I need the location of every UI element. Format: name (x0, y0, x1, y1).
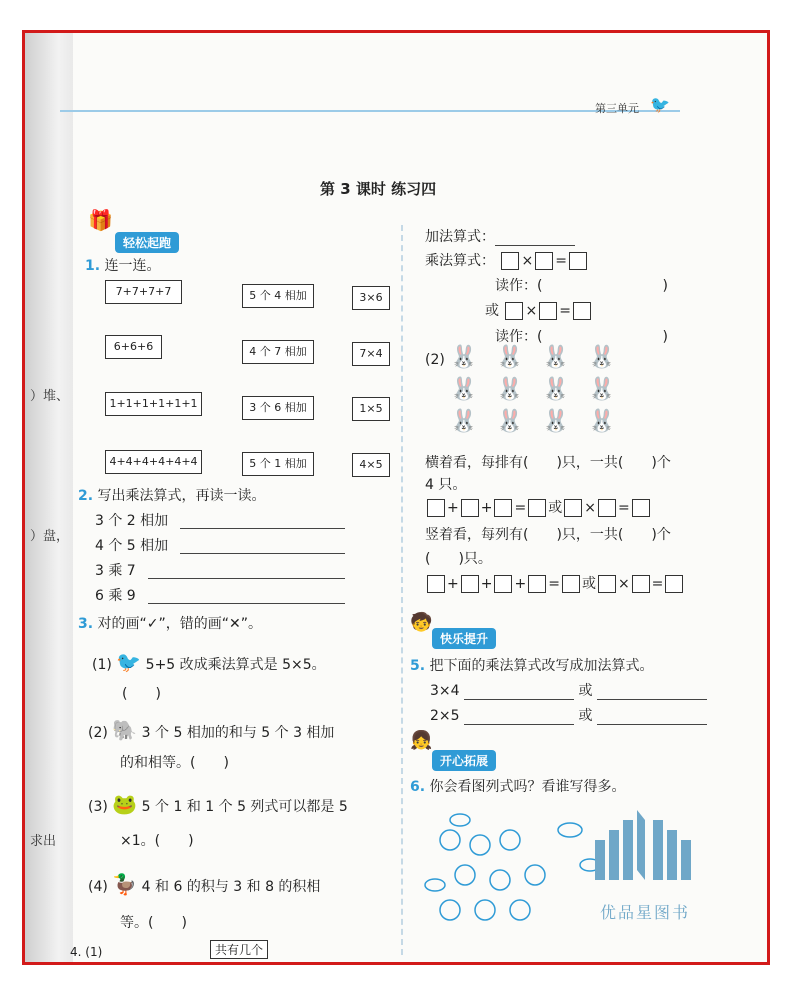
rabbit-icon: 🐰 (450, 409, 478, 434)
rabbit-icon: 🐰 (496, 377, 524, 402)
desc-box[interactable]: 3 个 6 相加 (242, 396, 314, 420)
question-5 (410, 655, 654, 675)
mult-box[interactable]: 3×6 (352, 286, 390, 310)
q2-item: 3 乘 7 (95, 563, 136, 579)
answer-line[interactable] (180, 553, 345, 554)
bird-icon: 🐦 (116, 650, 142, 674)
q2-item: 3 个 2 相加 (95, 513, 169, 529)
mult-box[interactable]: 7×4 (352, 342, 390, 366)
answer-box[interactable] (632, 575, 650, 593)
section-expand: 开心拓展 (432, 750, 496, 771)
expr-box[interactable]: 6+6+6 (105, 335, 162, 359)
answer-paren[interactable]: ( ) (122, 686, 161, 702)
q2-item: 4 个 5 相加 (95, 538, 169, 554)
answer-line[interactable] (148, 578, 345, 579)
rabbit-icon: 🐰 (588, 345, 616, 370)
vertical-eq-row: + + + = 或 × = (425, 573, 685, 593)
elephant-icon: 🐘 (112, 718, 138, 742)
q3-item-3: (3) 🐸 5 个 1 和 1 个 5 列式可以都是 5 (88, 792, 348, 816)
mult-box[interactable]: 4×5 (352, 453, 390, 477)
question-2 (78, 485, 266, 505)
q3-item-1: (1) 🐦 5+5 改成乘法算式是 5×5。 (92, 650, 326, 674)
q2-item: 6 乘 9 (95, 588, 136, 604)
question-number: 2. (78, 488, 94, 504)
answer-box[interactable] (505, 302, 523, 320)
sub-question-2: (2) (425, 352, 445, 368)
rabbit-grid (450, 345, 634, 441)
rabbit-icon: 🐰 (588, 409, 616, 434)
q3-item-4-cont[interactable]: 等。( ) (120, 915, 187, 931)
mul-formula-row: 乘法算式： × = (425, 250, 589, 270)
left-page-fragment: ）堆、 (30, 389, 70, 404)
answer-box[interactable] (539, 302, 557, 320)
q3-item-2-cont[interactable]: 的和相等。( ) (120, 755, 229, 771)
question-6 (410, 776, 626, 796)
kid-mascot-icon: 🧒 (410, 612, 433, 633)
footer-box: 共有几个 (210, 940, 268, 959)
kid-mascot-icon: 👧 (410, 730, 433, 751)
horizontal-eq-row: + + = 或 × = (425, 497, 652, 517)
question-text: 对的画“✓”，错的画“✕”。 (97, 616, 262, 632)
rabbit-icon: 🐰 (450, 345, 478, 370)
q3-item-3-cont[interactable]: ×1。( ) (120, 833, 194, 849)
rabbit-icon: 🐰 (496, 345, 524, 370)
answer-box[interactable] (632, 499, 650, 517)
answer-line[interactable] (464, 699, 574, 700)
question-number: 5. (410, 658, 426, 674)
answer-box[interactable] (494, 575, 512, 593)
answer-line[interactable] (597, 724, 707, 725)
rabbit-icon: 🐰 (450, 377, 478, 402)
book-spine (25, 33, 73, 962)
q5-item-1: 3×4 或 (430, 680, 707, 700)
section-warmup: 轻松起跑 (115, 232, 179, 253)
answer-line[interactable] (495, 245, 575, 246)
mult-box[interactable]: 1×5 (352, 397, 390, 421)
answer-box[interactable] (501, 252, 519, 270)
question-text: 把下面的乘法算式改写成加法算式。 (429, 658, 654, 674)
answer-box[interactable] (528, 499, 546, 517)
left-page-fragment: 求出 (30, 834, 57, 849)
expr-box[interactable]: 7+7+7+7 (105, 280, 182, 304)
q5-item-2: 2×5 或 (430, 705, 707, 725)
answer-box[interactable] (535, 252, 553, 270)
frog-icon: 🐸 (112, 792, 138, 816)
answer-box[interactable] (665, 575, 683, 593)
read-row-2: 读作：( ) (495, 329, 668, 345)
vertical-text: 竖着看，每列有( )只，一共( )个 (425, 527, 671, 543)
left-page-fragment: ）盘， (30, 529, 70, 544)
duck-icon: 🦆 (112, 872, 138, 896)
answer-box[interactable] (427, 575, 445, 593)
answer-line[interactable] (597, 699, 707, 700)
watermark-text: 优品星图书 (600, 903, 691, 922)
answer-box[interactable] (569, 252, 587, 270)
answer-line[interactable] (464, 724, 574, 725)
rabbit-icon: 🐰 (542, 377, 570, 402)
unit-label: 第三单元 (595, 102, 639, 115)
answer-box[interactable] (461, 575, 479, 593)
add-formula-row: 加法算式： (425, 226, 575, 246)
question-text: 连一连。 (104, 258, 161, 274)
answer-box[interactable] (528, 575, 546, 593)
column-divider (401, 225, 403, 955)
question-4-prefix: 4. (1) (70, 945, 103, 959)
answer-box[interactable] (562, 575, 580, 593)
section-improve: 快乐提升 (432, 628, 496, 649)
vertical-cont: ( )只。 (425, 551, 492, 567)
answer-box[interactable] (427, 499, 445, 517)
expr-box[interactable]: 1+1+1+1+1+1 (105, 392, 202, 416)
desc-box[interactable]: 5 个 4 相加 (242, 284, 314, 308)
question-number: 1. (85, 258, 101, 274)
desc-box[interactable]: 4 个 7 相加 (242, 340, 314, 364)
read-row-1: 读作：( ) (495, 278, 668, 294)
answer-line[interactable] (148, 603, 345, 604)
lesson-title: 第 3 课时 练习四 (320, 180, 437, 198)
rabbit-icon: 🐰 (542, 409, 570, 434)
header-rule (60, 110, 680, 112)
question-text: 你会看图列式吗？看谁写得多。 (429, 779, 626, 795)
rabbit-icon: 🐰 (542, 345, 570, 370)
answer-box[interactable] (598, 499, 616, 517)
question-text: 写出乘法算式，再读一读。 (97, 488, 266, 504)
answer-box[interactable] (598, 575, 616, 593)
expr-box[interactable]: 4+4+4+4+4+4 (105, 450, 202, 474)
horizontal-text: 横着看，每排有( )只，一共( )个 (425, 455, 671, 471)
answer-box[interactable] (564, 499, 582, 517)
answer-box[interactable] (494, 499, 512, 517)
rabbit-icon: 🐰 (496, 409, 524, 434)
bird-icon: 🐦 (650, 95, 670, 114)
answer-box[interactable] (573, 302, 591, 320)
box-mascot-icon: 🎁 (88, 208, 113, 232)
book-watermark-icon (585, 800, 705, 890)
desc-box[interactable]: 5 个 1 相加 (242, 452, 314, 476)
question-number: 3. (78, 616, 94, 632)
answer-line[interactable] (180, 528, 345, 529)
or-row: 或 × = (485, 300, 593, 320)
rabbit-icon: 🐰 (588, 377, 616, 402)
question-1 (85, 255, 161, 275)
q3-item-2: (2) 🐘 3 个 5 相加的和与 5 个 3 相加 (88, 718, 335, 742)
answer-box[interactable] (461, 499, 479, 517)
flower-bird-illustration (420, 810, 610, 930)
horizontal-cont: 4 只。 (425, 477, 467, 493)
question-3 (78, 613, 262, 633)
question-number: 6. (410, 779, 426, 795)
q3-item-4: (4) 🦆 4 和 6 的积与 3 和 8 的积相 (88, 872, 321, 896)
